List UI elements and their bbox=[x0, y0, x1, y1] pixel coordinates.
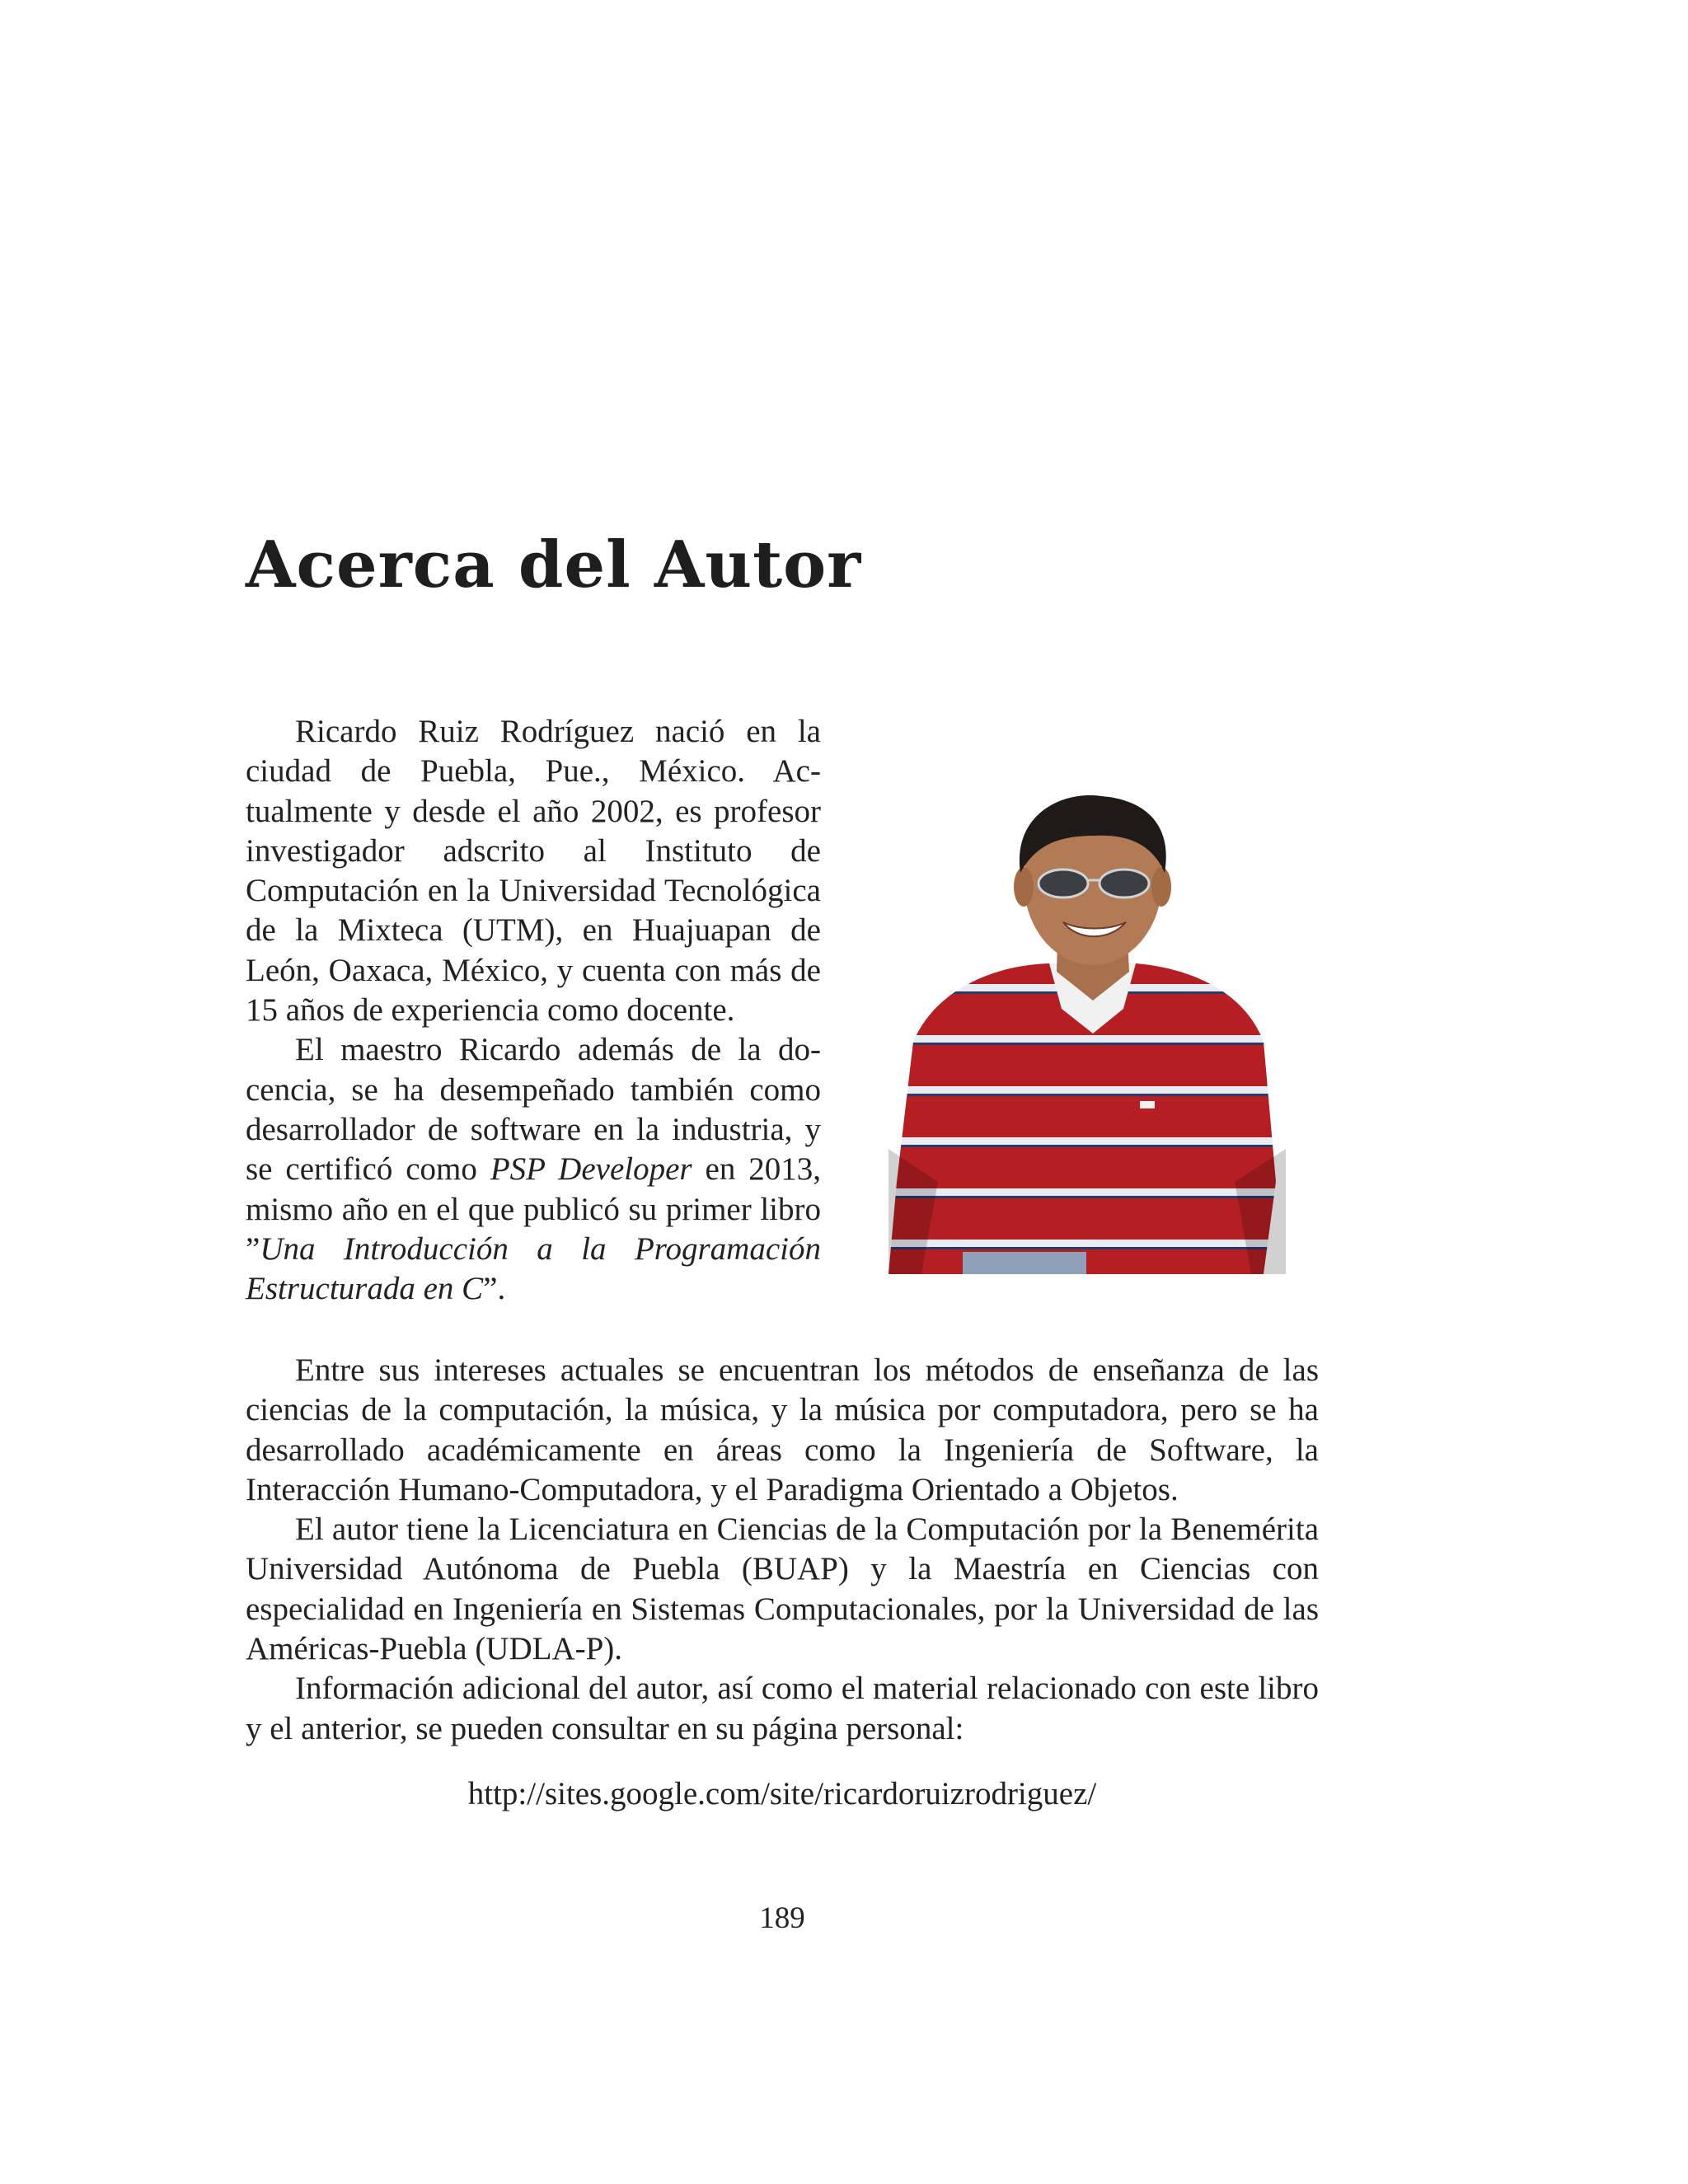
right-lens bbox=[1100, 869, 1149, 898]
left-ear bbox=[1014, 867, 1034, 907]
left-lens bbox=[1039, 869, 1088, 898]
bio-wide-column bbox=[246, 1351, 1319, 1749]
chapter-title: Acerca del Autor bbox=[246, 527, 862, 602]
bio-paragraph-education: El autor tiene la Licenciatura en Ciencias de la Computación por la Benemérita Universidad Autónoma de Puebla (BUAP) y la Maestría en Ciencias con especialidad en Ingeniería en Sistemas Computacionales, por la Universidad de las Américas-Puebla (UDLA-P). bbox=[246, 1511, 1319, 1667]
author-website-url: http://sites.google.com/site/ricardoruizrodriguez/ bbox=[467, 1776, 1097, 1811]
bio-career-text-b: en 2013, mismo año en el que publicó su primer libro ” bbox=[246, 1151, 821, 1267]
bio-paragraph-contact: Información adicional del autor, así como el material relacionado con este libro y el anterior, se pueden consultar en su página personal: bbox=[246, 1671, 1319, 1746]
shirt-logo bbox=[1140, 1101, 1155, 1108]
certification-title: PSP Developer bbox=[490, 1151, 692, 1188]
bio-career-text-a: El maestro Ricardo además de la docencia, se ha desempeñado también como desarrollador de software en la industria, y se certificó como bbox=[246, 1032, 821, 1188]
right-ear bbox=[1151, 867, 1171, 907]
bio-paragraph-interests: Entre sus intereses actuales se encuentran los métodos de enseñanza de las ciencias de la computación, la música, y la música por computadora, pero se ha desarrollado académicamente en áreas como la Ingeniería de Software, la Interacción Humano-Computadora, y el Paradigma Orientado a Objetos. bbox=[246, 1352, 1319, 1507]
first-book-title: Una Introducción a la Programación Estructurada en C bbox=[246, 1230, 821, 1307]
bio-career-text-c: ”. bbox=[483, 1271, 506, 1307]
bio-paragraph-career bbox=[246, 1030, 821, 1309]
jeans bbox=[963, 1252, 1086, 1274]
bio-narrow-column bbox=[246, 712, 821, 1309]
author-photo bbox=[889, 794, 1286, 1274]
bio-paragraph-birth: Ricardo Ruiz Rodríguez nació en la ciudad de Puebla, Pue., México. Actualmente y desde el año 2002, es profesor investigador adscrito al Instituto de Computación en la Universidad Tecnológica de la Mixteca (UTM), en Huajuapan de León, Oaxaca, México, y cuenta con más de 15 años de experiencia como docente. bbox=[246, 714, 821, 1029]
page-number: 189 bbox=[759, 1901, 805, 1935]
